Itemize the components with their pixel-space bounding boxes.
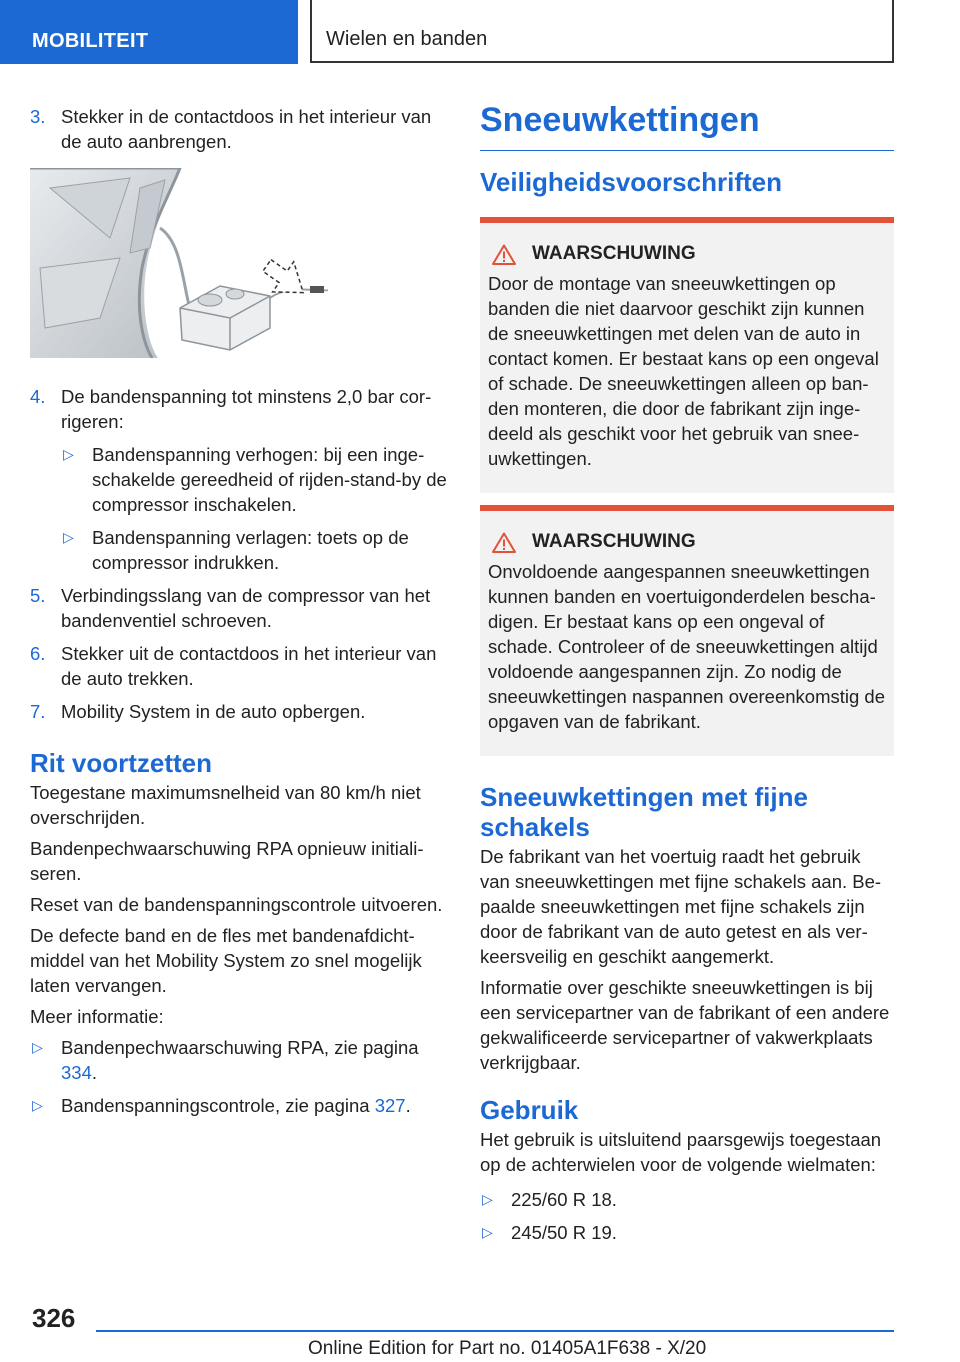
left-column — [30, 104, 448, 1126]
page-number: 326 — [32, 1303, 76, 1333]
footer-edition: Online Edition for Part no. 01405A1F638 - X/20 — [308, 1338, 707, 1359]
step-number: 3. — [30, 106, 46, 127]
list-item: ▷ Bandenpechwaarschuwing RPA, zie pagina 334. — [32, 1037, 419, 1083]
paragraph: Meer informatie: — [30, 1006, 164, 1027]
step-4 — [30, 384, 448, 434]
bullet-triangle-icon: ▷ — [482, 1191, 493, 1207]
step-5 — [30, 583, 448, 633]
chapter-label: Wielen en banden — [326, 28, 488, 50]
warning-text: Onvoldoende aangespannen sneeuwkettingen kunnen banden en voertuigonderdelen beschadigen. Er bestaat kans op een ongeval of schade. Controleer of de sneeuwkettingen altijd voldoende aangespannen zijn. Zo nodig de sneeuwkettingen naspannen overeenkomstig de opgaven van de fabrikant. — [488, 561, 886, 732]
footer-divider — [96, 1330, 894, 1332]
paragraph: Bandenpechwaarschuwing RPA opnieuw initialiseren. — [30, 838, 424, 884]
step-text: Verbindingsslang van de compressor van het bandenventiel schroeven. — [61, 585, 431, 631]
step-text: Stekker in de contactdoos in het interieur van de auto aanbrengen. — [61, 106, 432, 152]
bullet-triangle-icon: ▷ — [32, 1097, 43, 1113]
gebruik-heading: Gebruik — [480, 1095, 579, 1125]
compressor-illustration — [30, 168, 338, 358]
warning-text: Door de montage van sneeuwkettingen op banden die niet daarvoor geschikt zijn kunnen de sneeuwkettingen met delen van de auto in contact komen. Er bestaat kans op een ongeval of schade. De sneeuwkettingen alleen op banden monteren, die door de fabrikant zijn ingedeeld als geschikt voor het gebruik van sneeuwkettingen. — [488, 273, 879, 469]
step-6 — [30, 641, 448, 691]
rit-voortzetten-heading: Rit voortzetten — [30, 748, 212, 778]
bullet-triangle-icon: ▷ — [482, 1224, 493, 1240]
paragraph: De fabrikant van het voertuig raadt het gebruik van sneeuwkettingen met fijne schakels aan. Bepaalde sneeuwkettingen met fijne schakels zijn door de fabrikant van de auto getest en als verkeersveilig en geschikt aangemerkt. — [480, 846, 882, 967]
step-3 — [30, 104, 448, 154]
warning-box — [480, 505, 894, 756]
fine-links-heading: Sneeuwkettingen met fijne schakels — [480, 782, 808, 842]
page-title: Sneeuwkettingen — [480, 100, 894, 151]
list-item: ▷ Bandenspanningscontrole, zie pagina 327. — [32, 1095, 411, 1116]
step-text: Stekker uit de contactdoos in het interieur van de auto trekken. — [61, 643, 437, 689]
bullet-triangle-icon: ▷ — [63, 446, 74, 462]
bullet-triangle-icon: ▷ — [32, 1039, 43, 1055]
paragraph: Informatie over geschikte sneeuwkettingen is bij een servicepartner van de fabrikant of een andere gekwalificeerde servicepartner of vakwerkplaats verkrijgbaar. — [480, 977, 890, 1073]
section-tab — [0, 0, 298, 64]
paragraph: Reset van de bandenspanningscontrole uitvoeren. — [30, 894, 443, 915]
warning-triangle-icon — [492, 244, 516, 265]
warning-box — [480, 217, 894, 493]
paragraph: De defecte band en de fles met bandenafdichtmiddel van het Mobility System zo snel mogelijk laten vervangen. — [30, 925, 422, 996]
step-number: 4. — [30, 386, 46, 407]
warning-label: WAARSCHUWING — [532, 243, 696, 264]
list-item: ▷ Bandenspanning verhogen: bij een ingeschakelde gereedheid of rijden-stand-by de compressor inschakelen. — [63, 444, 447, 515]
step-number: 5. — [30, 585, 46, 606]
list-item: ▷ Bandenspanning verlagen: toets op de compressor indrukken. — [63, 527, 409, 573]
page-link-327[interactable]: 327 — [374, 1095, 406, 1116]
step-4-bullets — [61, 442, 448, 575]
paragraph: Het gebruik is uitsluitend paarsgewijs toegestaan op de achterwielen voor de volgende wielmaten: — [480, 1129, 882, 1175]
chapter-tab — [310, 0, 894, 63]
step-number: 7. — [30, 701, 46, 722]
page-link-334[interactable]: 334 — [61, 1062, 92, 1083]
safety-heading: Veiligheidsvoorschriften — [480, 167, 782, 197]
warning-label: WAARSCHUWING — [532, 531, 696, 552]
list-item: ▷ 245/50 R 19. — [482, 1222, 617, 1243]
step-7 — [30, 699, 448, 724]
bullet-triangle-icon: ▷ — [63, 529, 74, 545]
list-item: ▷ 225/60 R 18. — [482, 1189, 617, 1210]
step-text: Mobility System in de auto opbergen. — [61, 701, 366, 722]
warning-triangle-icon — [492, 532, 516, 553]
section-label: MOBILITEIT — [32, 30, 149, 52]
step-number: 6. — [30, 643, 46, 664]
step-text: De bandenspanning tot minstens 2,0 bar corrigeren: — [61, 386, 432, 432]
right-column — [480, 101, 894, 1253]
paragraph: Toegestane maximumsnelheid van 80 km/h niet overschrijden. — [30, 782, 421, 828]
